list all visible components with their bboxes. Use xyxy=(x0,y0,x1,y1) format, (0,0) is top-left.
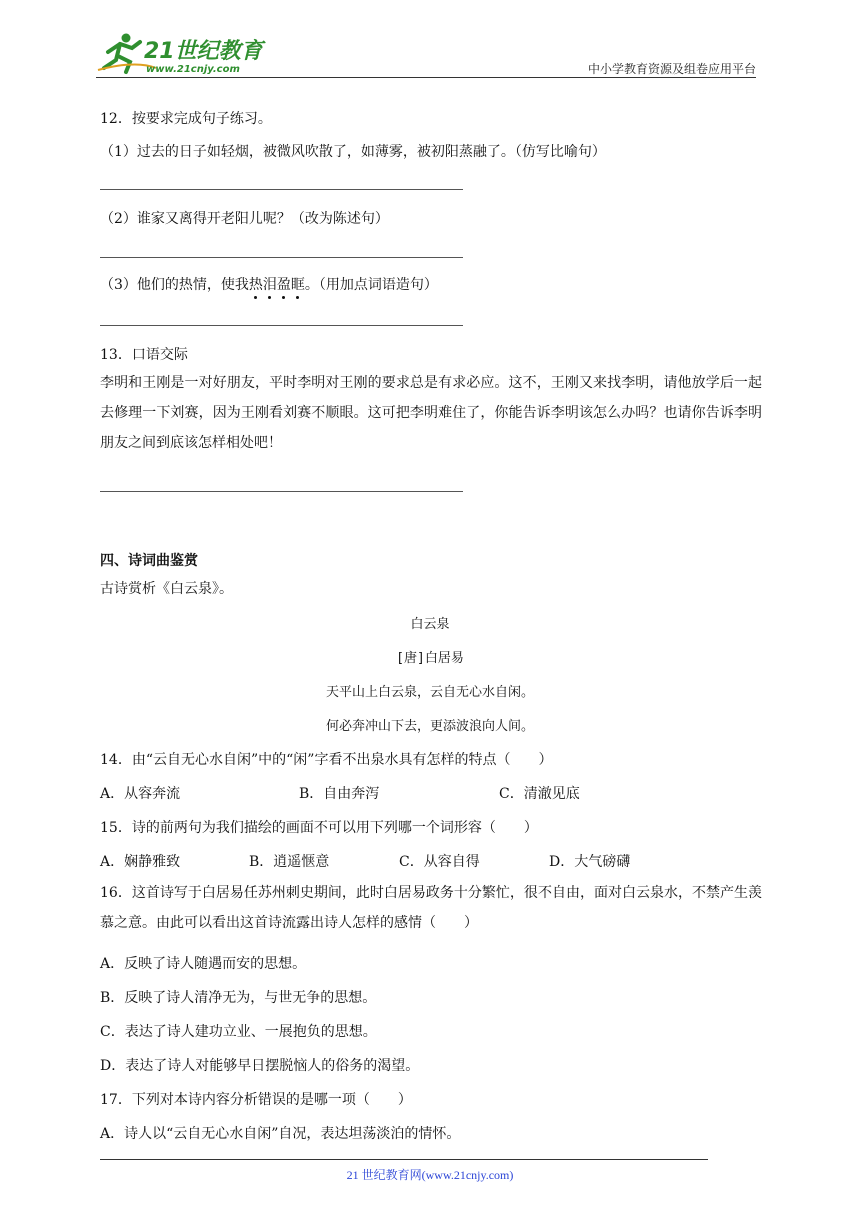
poem-author: [唐]白居易 xyxy=(396,651,464,666)
q12-sub3-post: 。（用加点词语造句） xyxy=(304,277,438,293)
q12-title: 12．按要求完成句子练习。 xyxy=(100,111,272,127)
emphasized-char: 盈 xyxy=(277,274,291,294)
poem-line-1: 天平山上白云泉，云自无心水自闲。 xyxy=(325,685,534,700)
q13-title: 13．口语交际 xyxy=(100,347,188,363)
q16-stem: 16．这首诗写于白居易任苏州刺史期间，此时白居易政务十分繁忙，很不自由，面对白云泉水，不禁产生羡慕之意。由此可以看出这首诗流露出诗人怎样的感情（ ） xyxy=(100,885,762,931)
answer-blank[interactable] xyxy=(100,189,463,190)
q14-option-a[interactable]: A．从容奔流 xyxy=(100,786,181,802)
q16-option-b[interactable]: B．反映了诗人清净无为，与世无争的思想。 xyxy=(100,990,377,1006)
q16-option-d[interactable]: D．表达了诗人对能够早日摆脱恼人的俗务的渴望。 xyxy=(100,1058,420,1074)
q15-option-a[interactable]: A．娴静雅致 xyxy=(100,854,181,870)
q17-stem: 17．下列对本诗内容分析错误的是哪一项（ ） xyxy=(100,1092,412,1108)
q16-option-a[interactable]: A．反映了诗人随遇而安的思想。 xyxy=(100,956,307,972)
runner-logo-icon xyxy=(96,30,266,76)
emphasized-char: 热 xyxy=(249,274,263,294)
emphasized-char: 泪 xyxy=(263,274,277,294)
q12-sub2: （2）谁家又离得开老阳儿呢？（改为陈述句） xyxy=(100,211,389,227)
answer-blank[interactable] xyxy=(100,491,463,492)
q12-sub3 xyxy=(100,274,438,294)
q15-option-c[interactable]: C．从容自得 xyxy=(399,854,480,870)
svg-text:www.21cnjy.com: www.21cnjy.com xyxy=(146,64,240,75)
q17-option-a[interactable]: A．诗人以“云自无心水自闲”自况，表达坦荡淡泊的情怀。 xyxy=(100,1126,461,1142)
emphasized-char: 眶 xyxy=(291,274,305,294)
page-header xyxy=(96,30,756,78)
answer-blank[interactable] xyxy=(100,257,463,258)
q14-option-c[interactable]: C．清澈见底 xyxy=(499,786,580,802)
svg-text:21世纪教育: 21世纪教育 xyxy=(144,39,263,64)
footer-link[interactable]: 21 世纪教育网(www.21cnjy.com) xyxy=(346,1168,514,1182)
q13-body: 李明和王刚是一对好朋友，平时李明对王刚的要求总是有求必应。这不，王刚又来找李明，请他放学后一起去修理一下刘赛，因为王刚看刘赛不顺眼。这可把李明难住了，你能告诉李明该怎么办吗？也请你告诉李明朋友之间到底该怎样相处吧！ xyxy=(100,375,762,451)
footer-divider xyxy=(100,1159,708,1160)
section-intro: 古诗赏析《白云泉》。 xyxy=(100,581,233,597)
poem-line-2: 何必奔冲山下去，更添波浪向人间。 xyxy=(325,719,534,734)
q12-sub3-pre: （3）他们的热情，使我 xyxy=(100,277,249,293)
q16-option-c[interactable]: C．表达了诗人建功立业、一展抱负的思想。 xyxy=(100,1024,377,1040)
q14-option-b[interactable]: B．自由奔泻 xyxy=(299,786,380,802)
poem-title: 白云泉 xyxy=(410,617,450,632)
brand-logo xyxy=(96,30,266,76)
platform-name: 中小学教育资源及组卷应用平台 xyxy=(587,62,756,76)
header-divider xyxy=(96,77,756,78)
q15-stem: 15．诗的前两句为我们描绘的画面不可以用下列哪一个词形容（ ） xyxy=(100,820,538,836)
q14-stem: 14．由“云自无心水自闲”中的“闲”字看不出泉水具有怎样的特点（ ） xyxy=(100,752,553,768)
answer-blank[interactable] xyxy=(100,325,463,326)
section-title: 四、诗词曲鉴赏 xyxy=(100,553,198,569)
q15-option-b[interactable]: B．逍遥惬意 xyxy=(249,854,330,870)
q15-option-d[interactable]: D．大气磅礴 xyxy=(549,854,631,870)
q12-sub1: （1）过去的日子如轻烟，被微风吹散了，如薄雾，被初阳蒸融了。（仿写比喻句） xyxy=(100,144,606,160)
